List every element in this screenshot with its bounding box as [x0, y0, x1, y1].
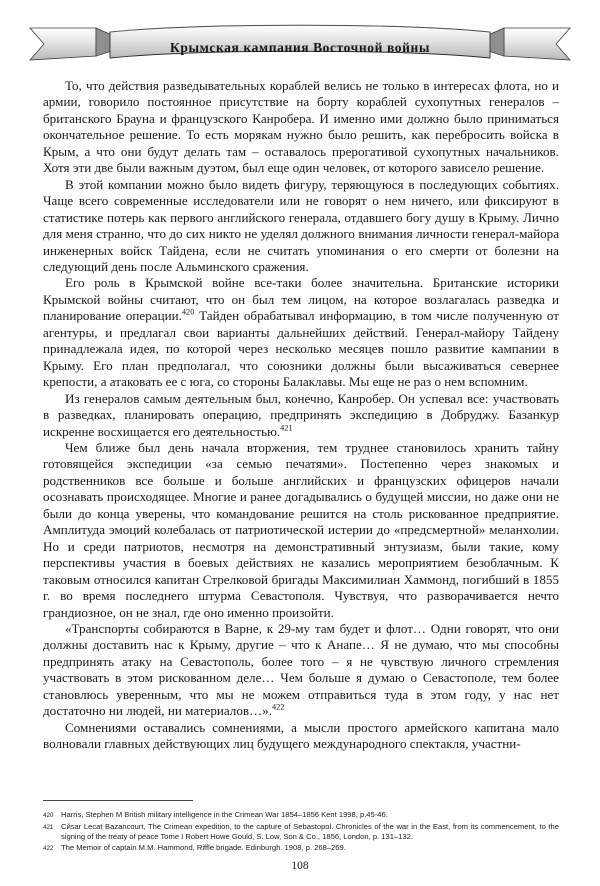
footnote-text: Cйsar Lecat Bazancourt, The Crimean expedition, to the capture of Sebastopol. Chronicles of the war in the East, from its commencement, to the signing of the treaty of peace Tome I Robert Howe Gould, S. Low, Son & Co., 1856, London, p. 131–132.: [61, 822, 559, 841]
paragraph: В этой компании можно было видеть фигуру, теряющуюся в последующих событиях. Чаще всего современные исследователи или не говорят о нем ничего, или фиксируют в статистике потерь как первого английского генерала, отдавшего богу душу в Крыму. Лично для меня странно, что до сих никто не уделял должного внимания личности генерал-майора инженерных войск Тайдена, если не считать упоминания о его смерти от болезни на следующий день после Альминского сражения.: [43, 176, 559, 274]
footnote-item: [43, 822, 559, 841]
footnote-marker: 421: [280, 423, 293, 433]
paragraph: То, что действия разведывательных кораблей велись не только в интересах флота, но и армии, говорило постоянное присутствие на борту кораблей сухопутных генералов – британского Брауна и французского Канробера. И именно ими должно было приниматься окончательное решение. То есть морякам нужно было решить, как перебросить войска в Крым, а что они будут делать там – оставалось прерогативой сухопутных начальников. Хотя эти две были важным дуэтом, был еще один человек, от которого зависело решение.: [43, 78, 559, 176]
footnote-text: The Memoir of captain M.M. Hammond, Riffle brigade. Edinburgh. 1908, p. 268–269.: [61, 843, 346, 853]
paragraph: Сомнениями оставались сомнениями, а мысли простого армейского капитана мало волновали главных действующих лиц будущего международного спектакля, участни-: [43, 719, 559, 752]
footnote-number: 421: [43, 823, 54, 831]
footnote-marker: 420: [181, 307, 195, 317]
footnote-number: 420: [43, 811, 54, 819]
paragraph: Чем ближе был день начала вторжения, тем труднее становилось хранить тайну готовящейся экспедиции «за семью печатями». Постепенно через знакомых и родственников все больше и больше английских и французских офицеров начали осознавать происходящее. Многие и ранее догадывались о будущей миссии, но даже они не были до конца уверены, что командование решится на столь рискованное предприятие. Амплитуда эмоций колебалась от патриотической истерии до «предсмертной» меланхолии. Но и среди патриотов, несмотря на демонстративный энтузиазм, были такие, кому перспективы участия в боевых действиях не казались мероприятием безоблачным. К таковым относился капитан Стрелковой бригады Максимилиан Хаммонд, погибший в 1855 г. во время последнего штурма Севастополя. Чувствуя, что разворачивается нечто грандиозное, он не знал, где оно именно произойти.: [43, 439, 559, 620]
footnote-text: Harris, Stephen M British military intelligence in the Crimean War 1854–1856 Kent 1998, p.45-46.: [61, 810, 388, 819]
footnote-list: [43, 810, 559, 855]
footnote-item: [43, 843, 559, 853]
paragraph: Из генералов самым деятельным был, конечно, Канробер. Он успевал все: участвовать в разведках, планировать операцию, предпринять экспедицию в Добруджу. Базанкур искренне восхищается его деятельностью.$^{421}$: [43, 390, 559, 439]
footnote-divider: [43, 800, 193, 801]
paragraph: «Транспорты собираются в Варне, к 29-му там будет и флот… Одни говорят, что они должны доставить нас к Крыму, другие – что к Анапе… Я не думаю, что мы способны предпринять атаку на Севастополь, более того – я не чувствую личного стремления участвовать в этом рискованном деле… Чем больше я думаю о Севастополе, тем более становлюсь уверенным, что мы не можем отправиться туда в этом году, у нас нет достаточно ни людей, ни материалов…».$^{422}$: [43, 620, 559, 719]
footnote-item: [43, 810, 559, 820]
body-text: [43, 78, 559, 753]
footnote-marker: 422: [272, 702, 285, 712]
page-title: Крымская кампания Восточной войны: [169, 40, 431, 55]
chapter-header-banner: [0, 18, 600, 66]
paragraph: Его роль в Крымской войне все-таки более значительна. Британские историки Крымской войны считают, что он был тем лицом, на которое возлагалась разведка и планирование операции.$^{420}$ Тайден обрабатывал информацию, в том числе полученную от агентуры, и предлагал свои варианты дальнейших действий. Генерал-майору Тайдену принадлежала идея, по которой через несколько месяцев пошло развитие кампании в Крыму. Его план предполагал, что союзники должны были высаживаться севернее крепости, а атаковать ее с юга, со стороны Балаклавы. Мы еще не раз о нем вспомним.: [43, 275, 560, 390]
page-number: 108: [291, 860, 309, 872]
footnote-number: 422: [43, 844, 54, 852]
